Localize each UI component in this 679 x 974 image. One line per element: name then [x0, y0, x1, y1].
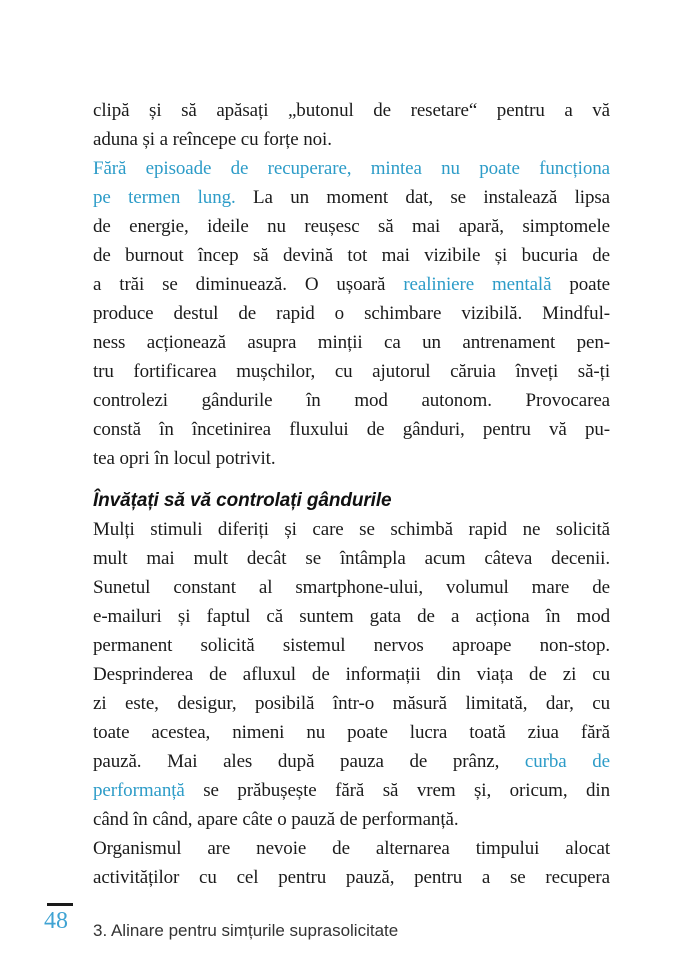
- text-line: [93, 544, 610, 573]
- text-line: [93, 357, 610, 386]
- highlighted-text: realiniere mentală: [403, 274, 552, 295]
- text-line: [93, 328, 610, 357]
- text-line: [93, 183, 610, 212]
- body-text: Mulți stimuli diferiți și care se schimbă rapid ne solicită: [93, 519, 610, 540]
- text-line: [93, 444, 610, 473]
- text-line: [93, 689, 610, 718]
- text-line: [93, 602, 610, 631]
- text-line: [93, 776, 610, 805]
- body-text: controlezi gândurile în mod autonom. Provocarea: [93, 390, 610, 411]
- text-line: [93, 96, 610, 125]
- text-line: [93, 747, 610, 776]
- page-number: 48: [44, 908, 68, 934]
- body-text: tea opri în locul potrivit.: [93, 448, 276, 469]
- chapter-footer-label: 3. Alinare pentru simțurile suprasolicitate: [93, 921, 399, 940]
- body-text: a trăi se diminuează. O ușoară: [93, 274, 404, 295]
- highlighted-text: performanță: [93, 780, 185, 801]
- text-line: [93, 212, 610, 241]
- body-text: de burnout încep să devină tot mai vizibile și bucuria de: [93, 245, 610, 266]
- body-text: Sunetul constant al smartphone-ului, volumul mare de: [93, 577, 610, 598]
- body-text: La un moment dat, se instalează lipsa: [235, 187, 610, 208]
- body-text: mult mai mult decât se întâmpla acum câteva decenii.: [93, 548, 610, 569]
- body-text: se prăbușește fără să vrem și, oricum, din: [184, 780, 610, 801]
- text-line: [93, 386, 610, 415]
- body-text: pauză. Mai ales după pauza de prânz,: [93, 751, 525, 772]
- body-text: aduna și a reîncepe cu forțe noi.: [93, 129, 332, 150]
- highlighted-text: curba de: [524, 751, 611, 772]
- text-line: [93, 718, 610, 747]
- text-line: [93, 241, 610, 270]
- body-text: poate: [551, 274, 611, 295]
- text-line: [93, 863, 610, 892]
- highlighted-text: pe termen lung.: [93, 187, 236, 208]
- body-text: tru fortificarea mușchilor, cu ajutorul căruia înveți să-ți: [93, 361, 610, 382]
- highlighted-text: Fără episoade de recuperare, mintea nu poate funcționa: [93, 158, 610, 179]
- body-text: activităților cu cel pentru pauză, pentru a se recupera: [93, 867, 610, 888]
- body-text: Organismul are nevoie de alternarea timpului alocat: [93, 838, 610, 859]
- text-line: [93, 573, 610, 602]
- body-text: zi este, desigur, posibilă într-o măsură limitată, dar, cu: [93, 693, 610, 714]
- body-text: ness acționează asupra minții ca un antrenament pen-: [93, 332, 610, 353]
- body-text: clipă și să apăsați „butonul de resetare“ pentru a vă: [93, 100, 610, 121]
- body-text: de energie, ideile nu reușesc să mai apară, simptomele: [93, 216, 610, 237]
- text-line: [93, 631, 610, 660]
- body-text: e-mailuri și faptul că suntem gata de a acționa în mod: [93, 606, 610, 627]
- page-number-block: [44, 903, 84, 936]
- text-line: [93, 834, 610, 863]
- text-line: [93, 415, 610, 444]
- text-line: [93, 299, 610, 328]
- text-line: [93, 270, 610, 299]
- body-text: produce destul de rapid o schimbare vizibilă. Mindful-: [93, 303, 610, 324]
- text-line: [93, 515, 610, 544]
- body-text: permanent solicită sistemul nervos aproape non-stop.: [93, 635, 610, 656]
- text-line: [93, 660, 610, 689]
- text-line: [93, 154, 610, 183]
- body-text: când în când, apare câte o pauză de performanță.: [93, 809, 459, 830]
- body-text: constă în încetinirea fluxului de gânduri, pentru vă pu-: [93, 419, 610, 440]
- section-heading: Învățați să vă controlați gândurile: [93, 490, 392, 511]
- text-line: [93, 125, 610, 154]
- text-line: [93, 805, 610, 834]
- body-text: toate acestea, nimeni nu poate lucra toată ziua fără: [93, 722, 610, 743]
- body-text: Desprinderea de afluxul de informații din viața de zi cu: [93, 664, 610, 685]
- page-text: [93, 96, 610, 892]
